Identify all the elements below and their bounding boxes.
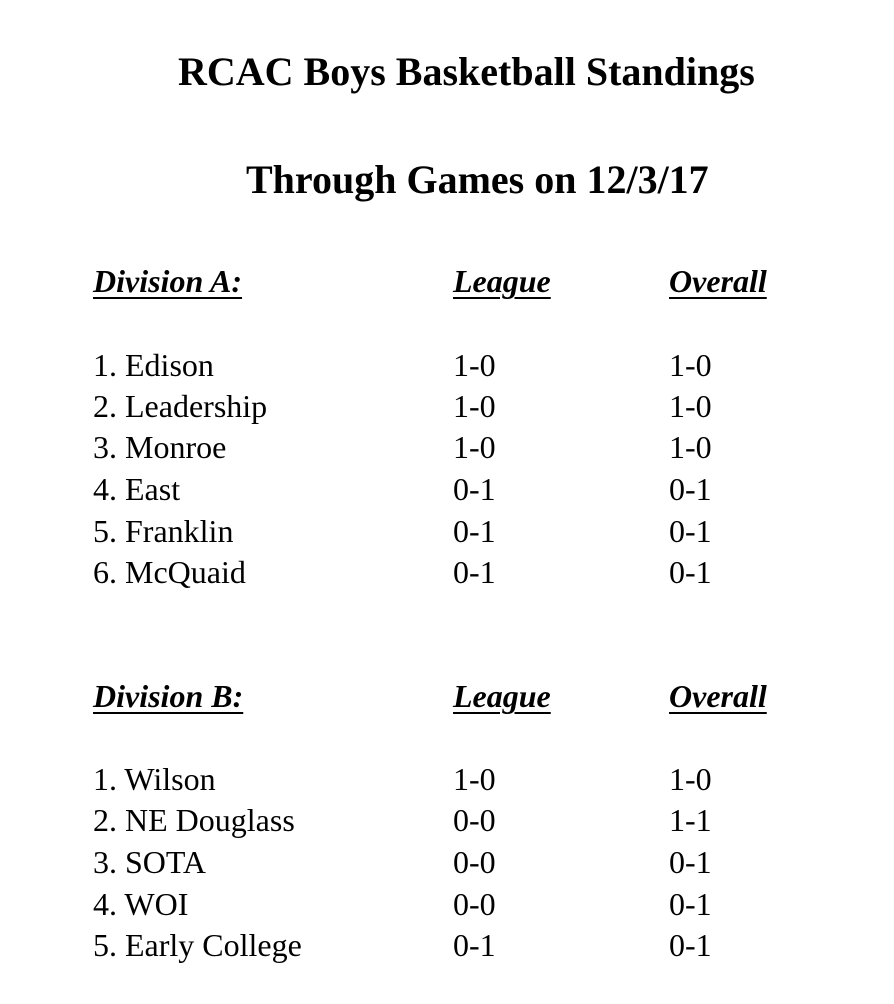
team-name: 4. East bbox=[93, 471, 181, 507]
overall-record: 0-1 bbox=[669, 844, 712, 880]
league-record: 1-0 bbox=[453, 347, 496, 383]
team-name: 2. Leadership bbox=[93, 388, 268, 424]
overall-record: 1-0 bbox=[669, 429, 712, 465]
overall-record: 0-1 bbox=[669, 471, 712, 507]
league-record: 0-0 bbox=[453, 886, 496, 922]
league-record: 1-0 bbox=[453, 388, 496, 424]
overall-record: 1-1 bbox=[669, 802, 712, 838]
overall-record: 1-0 bbox=[669, 388, 712, 424]
league-record: 0-1 bbox=[453, 554, 496, 590]
team-name: 3. SOTA bbox=[93, 844, 206, 880]
league-record: 0-0 bbox=[453, 802, 496, 838]
league-record: 0-0 bbox=[453, 844, 496, 880]
page-title: RCAC Boys Basketball Standings bbox=[178, 49, 755, 94]
league-record: 0-1 bbox=[453, 471, 496, 507]
team-name: 6. McQuaid bbox=[93, 554, 246, 590]
team-name: 1. Edison bbox=[93, 347, 214, 383]
team-name: 1. Wilson bbox=[93, 761, 216, 797]
overall-record: 1-0 bbox=[669, 761, 712, 797]
overall-record: 0-1 bbox=[669, 886, 712, 922]
league-record: 0-1 bbox=[453, 513, 496, 549]
overall-record: 1-0 bbox=[669, 347, 712, 383]
league-record: 0-1 bbox=[453, 927, 496, 963]
league-record: 1-0 bbox=[453, 761, 496, 797]
overall-record: 0-1 bbox=[669, 554, 712, 590]
overall-record: 0-1 bbox=[669, 513, 712, 549]
division-a-header: Division A: bbox=[93, 263, 243, 299]
division-b-league-header: League bbox=[453, 678, 551, 714]
page-subtitle: Through Games on 12/3/17 bbox=[246, 157, 709, 202]
team-name: 2. NE Douglass bbox=[93, 802, 295, 838]
division-a-overall-header: Overall bbox=[669, 263, 767, 299]
team-name: 5. Franklin bbox=[93, 513, 234, 549]
team-name: 5. Early College bbox=[93, 927, 302, 963]
league-record: 1-0 bbox=[453, 429, 496, 465]
division-b-header: Division B: bbox=[93, 678, 244, 714]
division-b-overall-header: Overall bbox=[669, 678, 767, 714]
team-name: 4. WOI bbox=[93, 886, 189, 922]
division-a-league-header: League bbox=[453, 263, 551, 299]
overall-record: 0-1 bbox=[669, 927, 712, 963]
team-name: 3. Monroe bbox=[93, 429, 227, 465]
